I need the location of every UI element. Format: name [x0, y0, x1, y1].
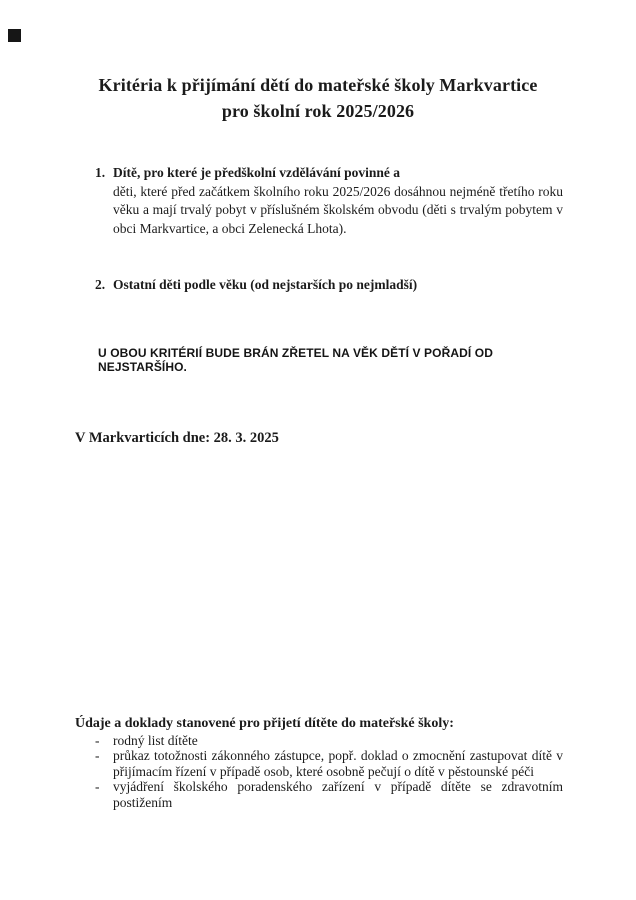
document-item-text: vyjádření školského poradenského zařízení v případě dítěte se zdravotním postižením: [113, 779, 563, 810]
criteria-item-1-heading: Dítě, pro které je předškolní vzdělávání povinné a: [113, 165, 401, 180]
required-documents-section: [75, 716, 563, 811]
place-and-date-line: V Markvarticích dne: 28. 3. 2025: [75, 430, 279, 446]
dash-bullet: -: [95, 748, 100, 764]
age-priority-note: U OBOU KRITÉRIÍ BUDE BRÁN ZŘETEL NA VĚK DĚTÍ V POŘADÍ OD NEJSTARŠÍHO.: [98, 346, 493, 374]
criteria-item-2: [95, 276, 563, 295]
criteria-item-2-number: 2.: [95, 277, 106, 292]
criteria-item-1-number: 1.: [95, 165, 106, 180]
title-line-2: pro školní rok 2025/2026: [221, 101, 415, 121]
criteria-item-2-heading: Ostatní děti podle věku (od nejstarších po nejmladší): [113, 277, 418, 292]
document-title: [0, 72, 636, 124]
document-item-text: rodný list dítěte: [113, 732, 198, 748]
scan-artifact-mark: [8, 29, 21, 42]
dash-bullet: -: [95, 779, 100, 795]
list-item: [75, 733, 563, 749]
criteria-item-1: [95, 164, 563, 238]
document-item-text: průkaz totožnosti zákonného zástupce, popř. doklad o zmocnění zastupovat dítě v přijímacím řízení v případě osob, které osobně pečují o dítě v pěstounské péči: [113, 748, 563, 779]
required-documents-heading: Údaje a doklady stanovené pro přijetí dítěte do mateřské školy:: [75, 716, 454, 731]
criteria-item-1-body: děti, které před začátkem školního roku 2025/2026 dosáhnou nejméně třetího roku věku a mají trvalý pobyt v příslušném školském obvodu (děti s trvalým pobytem v obci Markvartice, a obci Zelenecká Lhota).: [113, 183, 563, 236]
dash-bullet: -: [95, 732, 100, 748]
list-item: [75, 779, 563, 810]
criteria-item-2-content: [113, 276, 563, 295]
list-item: [75, 748, 563, 779]
title-line-1: Kritéria k přijímání dětí do mateřské školy Markvartice: [98, 75, 538, 95]
criteria-item-1-content: [113, 164, 563, 238]
